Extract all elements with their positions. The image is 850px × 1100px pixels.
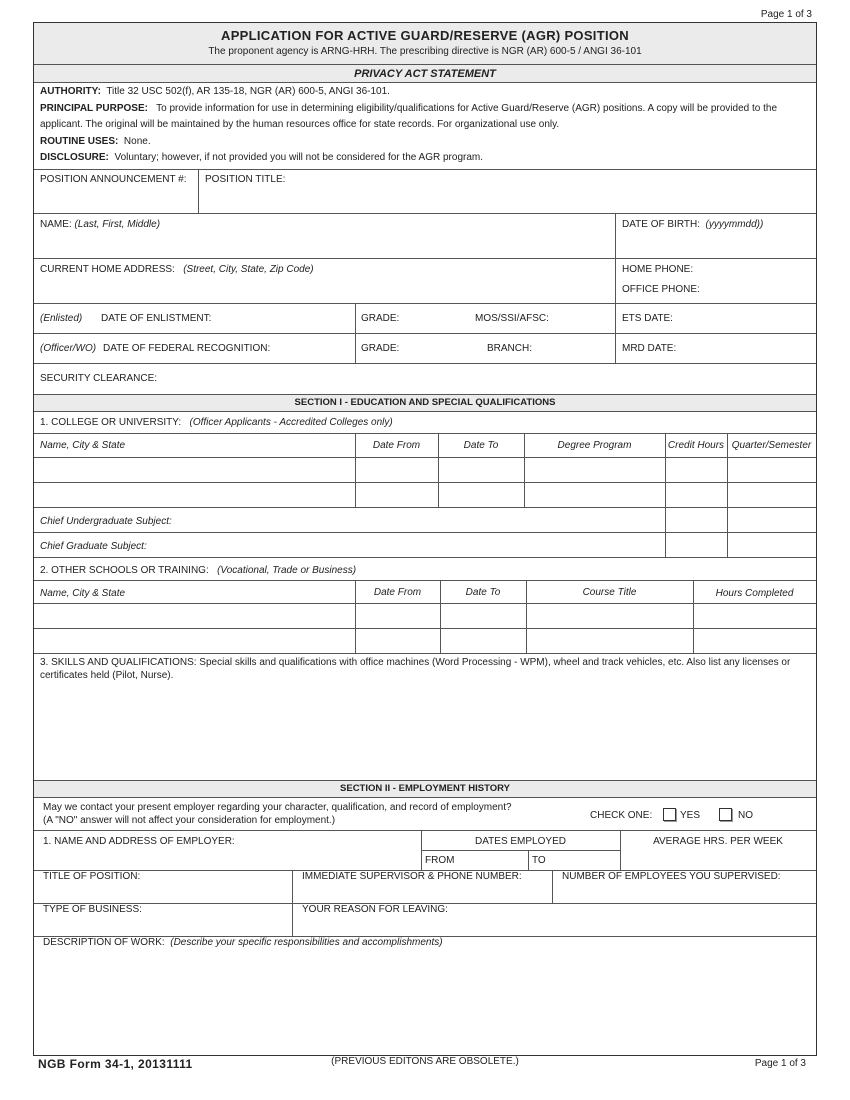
other-col-hours: Hours Completed <box>715 588 794 599</box>
purpose-text-2: applicant. The original will be maintained by the human resources office for state records. For organizational use only. <box>40 119 560 130</box>
position-title-field[interactable] <box>199 169 816 213</box>
undergrad-subject-label: Chief Undergraduate Subject: <box>40 516 172 527</box>
type-of-business-field[interactable] <box>34 903 292 936</box>
num-employees-field[interactable] <box>553 870 816 903</box>
enlisted-label: (Enlisted) <box>40 313 83 324</box>
home-phone-label: HOME PHONE: <box>622 264 694 275</box>
disclosure-text: Voluntary; however, if not provided you will not be considered for the AGR program. <box>114 152 484 163</box>
other-schools-label <box>40 565 356 577</box>
college-col-date-to: Date To <box>463 440 499 451</box>
grade-label-1: GRADE: <box>361 313 400 324</box>
purpose-line <box>40 103 777 115</box>
check-one-label: CHECK ONE: <box>590 810 653 821</box>
graduate-subject-field[interactable] <box>34 533 665 557</box>
other-col-course: Course Title <box>582 587 637 598</box>
skills-label-2: certificates held (Pilot, Nurse). <box>40 670 174 681</box>
description-hint: (Describe your specific responsibilities and accomplishments) <box>170 937 443 948</box>
grade-mos-field[interactable] <box>356 303 615 333</box>
skills-field[interactable] <box>34 684 816 780</box>
privacy-heading: PRIVACY ACT STATEMENT <box>354 68 496 80</box>
num-employees-label: NUMBER OF EMPLOYEES YOU SUPERVISED: <box>562 871 781 882</box>
date-enlistment-label: DATE OF ENLISTMENT: <box>101 313 212 324</box>
description-label <box>43 937 443 949</box>
dates-employed-label: DATES EMPLOYED <box>475 836 566 847</box>
undergrad-subject-field[interactable] <box>34 508 665 532</box>
form-subtitle: The proponent agency is ARNG-HRH. The prescribing directive is NGR (AR) 600-5 / ANGI 36-101 <box>208 46 642 57</box>
no-checkbox[interactable] <box>719 808 732 821</box>
description-label-text: DESCRIPTION OF WORK: <box>43 937 165 948</box>
page-number-top: Page 1 of 3 <box>760 9 812 20</box>
employer-label: 1. NAME AND ADDRESS OF EMPLOYER: <box>43 836 235 847</box>
section2-heading: SECTION II - EMPLOYMENT HISTORY <box>340 783 510 794</box>
form-number: NGB Form 34-1, 20131111 <box>38 1057 193 1071</box>
yes-label: YES <box>680 810 701 821</box>
other-schools-label-text: 2. OTHER SCHOOLS OR TRAINING: <box>40 565 209 576</box>
office-phone-label: OFFICE PHONE: <box>622 284 700 295</box>
reason-leaving-label: YOUR REASON FOR LEAVING: <box>302 904 448 915</box>
form-title: APPLICATION FOR ACTIVE GUARD/RESERVE (AGR) POSITION <box>221 28 629 43</box>
date-to-field[interactable] <box>529 851 620 870</box>
ets-date-field[interactable] <box>616 303 816 333</box>
to-label: TO <box>532 855 546 866</box>
college-col-credit: Credit Hours <box>667 440 725 451</box>
mrd-date-label: MRD DATE: <box>622 343 677 354</box>
security-clearance-label: SECURITY CLEARANCE: <box>40 373 158 384</box>
contact-note: (A "NO" answer will not affect your consideration for employment.) <box>43 815 336 826</box>
other-schools-hint: (Vocational, Trade or Business) <box>217 565 357 576</box>
type-of-business-label: TYPE OF BUSINESS: <box>43 904 142 915</box>
college-col-degree: Degree Program <box>557 440 632 451</box>
title-of-position-field[interactable] <box>34 870 292 903</box>
federal-recognition-field[interactable] <box>34 333 355 363</box>
other-row-2[interactable] <box>34 629 816 653</box>
dob-label-text: DATE OF BIRTH: <box>622 219 700 230</box>
other-row-1[interactable] <box>34 604 816 628</box>
college-label-text: 1. COLLEGE OR UNIVERSITY: <box>40 417 182 428</box>
avg-hours-label: AVERAGE HRS. PER WEEK <box>653 836 783 847</box>
previous-editions-note: (PREVIOUS EDITONS ARE OBSOLETE.) <box>331 1056 519 1067</box>
phone-fields[interactable] <box>616 258 816 303</box>
enlistment-date-field[interactable] <box>34 303 355 333</box>
description-field[interactable] <box>34 950 816 1054</box>
routine-line <box>40 136 151 148</box>
reason-leaving-field[interactable] <box>293 903 816 936</box>
from-label: FROM <box>425 855 455 866</box>
other-col-date-to: Date To <box>465 587 501 598</box>
authority-line <box>40 86 390 98</box>
college-row-2[interactable] <box>34 483 816 507</box>
college-hint: (Officer Applicants - Accredited Colleges only) <box>189 417 393 428</box>
purpose-text: To provide information for use in determining eligibility/qualifications for Active Guard/Reserve (AGR) positions. A copy will be provided to the <box>156 103 777 114</box>
other-col-name: Name, City & State <box>40 588 126 599</box>
college-col-quarter: Quarter/Semester <box>731 440 812 451</box>
college-label <box>40 417 393 429</box>
address-label-text: CURRENT HOME ADDRESS: <box>40 264 175 275</box>
yes-checkbox[interactable] <box>663 808 676 821</box>
authority-text: Title 32 USC 502(f), AR 135-18, NGR (AR) 600-5, ANGI 36-101. <box>106 86 390 97</box>
dob-hint: (yyyymmdd)) <box>705 219 764 230</box>
graduate-subject-label: Chief Graduate Subject: <box>40 541 147 552</box>
title-of-position-label: TITLE OF POSITION: <box>43 871 141 882</box>
address-field[interactable] <box>34 258 615 303</box>
ets-date-label: ETS DATE: <box>622 313 673 324</box>
disclosure-label: DISCLOSURE: <box>40 152 109 163</box>
routine-label: ROUTINE USES: <box>40 136 119 147</box>
no-label: NO <box>738 810 753 821</box>
name-field[interactable] <box>34 213 615 258</box>
college-col-date-from: Date From <box>372 440 421 451</box>
disclosure-line <box>40 152 483 164</box>
supervisor-field[interactable] <box>293 870 552 903</box>
position-announcement-field[interactable] <box>34 169 198 213</box>
position-announcement-label: POSITION ANNOUNCEMENT #: <box>40 174 187 185</box>
supervisor-label: IMMEDIATE SUPERVISOR & PHONE NUMBER: <box>302 871 522 882</box>
address-hint: (Street, City, State, Zip Code) <box>183 264 314 275</box>
routine-text: None. <box>123 136 151 147</box>
purpose-label: PRINCIPAL PURPOSE: <box>40 103 148 114</box>
branch-label: BRANCH: <box>487 343 533 354</box>
avg-hours-field[interactable] <box>621 830 816 870</box>
grade-label-2: GRADE: <box>361 343 400 354</box>
name-hint: (Last, First, Middle) <box>74 219 161 230</box>
grade-branch-field[interactable] <box>356 333 615 363</box>
other-col-date-from: Date From <box>373 587 422 598</box>
college-row-1[interactable] <box>34 458 816 482</box>
college-col-name: Name, City & State <box>40 440 126 451</box>
mrd-date-field[interactable] <box>616 333 816 363</box>
position-title-label: POSITION TITLE: <box>205 174 286 185</box>
employer-field[interactable] <box>34 830 421 870</box>
contact-question: May we contact your present employer regarding your character, qualification, and record of employment? <box>43 802 512 813</box>
date-from-field[interactable] <box>422 851 528 870</box>
name-label-text: NAME: <box>40 219 72 230</box>
mos-label: MOS/SSI/AFSC: <box>475 313 549 324</box>
federal-recognition-label: DATE OF FEDERAL RECOGNITION: <box>103 343 271 354</box>
section1-heading: SECTION I - EDUCATION AND SPECIAL QUALIFICATIONS <box>294 397 556 408</box>
dob-field[interactable] <box>616 213 816 258</box>
officer-label: (Officer/WO) <box>40 343 97 354</box>
page-number-bottom: Page 1 of 3 <box>754 1058 806 1069</box>
authority-label: AUTHORITY: <box>40 86 101 97</box>
security-clearance-field[interactable] <box>34 363 816 394</box>
skills-label-1: 3. SKILLS AND QUALIFICATIONS: Special skills and qualifications with office machines (Word Processing - WPM), wheel and track vehicles, etc. Also list any licenses or <box>40 657 791 668</box>
